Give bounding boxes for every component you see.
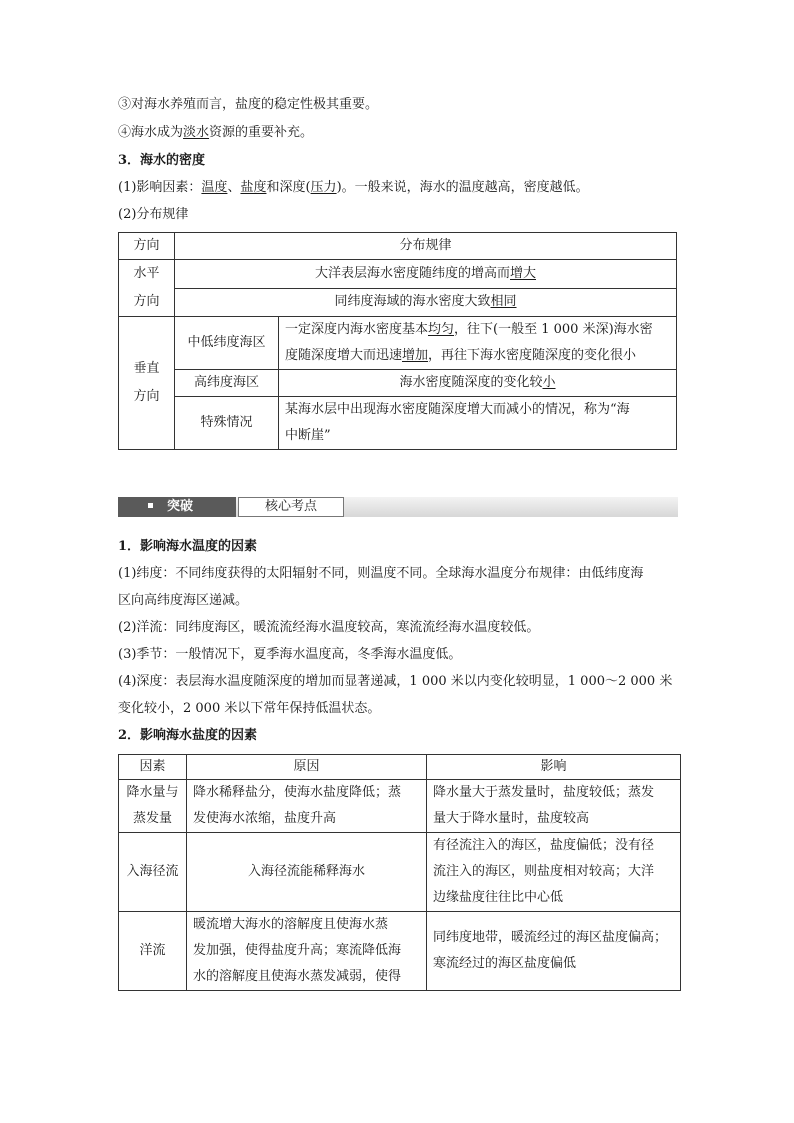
item-3: ③对海水养殖而言，盐度的稳定性极其重要。 bbox=[118, 97, 379, 112]
latitude-paragraph-1: (1)纬度：不同纬度获得的太阳辐射不同，则温度不同。全球海水温度分布规律：由低纬度海 bbox=[118, 566, 644, 581]
mid-low-text-2: ，往下(一般至 1 000 米深)海水密 bbox=[454, 322, 653, 337]
mid-low-text-1: 一定深度内海水密度基本 bbox=[285, 322, 429, 337]
effect-precip-1: 降水量大于蒸发量时，盐度较低；蒸发 bbox=[433, 785, 655, 800]
blank-uniform: 均匀 bbox=[428, 322, 455, 337]
horizontal-label-2: 方向 bbox=[133, 294, 160, 309]
horizontal-rule-1-text: 大洋表层海水密度随纬度的增高而 bbox=[314, 265, 510, 281]
high-latitude-rule bbox=[279, 370, 677, 397]
blank-pressure: 压力 bbox=[310, 180, 337, 195]
banner-dark-text: 突破 bbox=[167, 499, 194, 514]
effect-runoff-2: 流注入的海区，则盐度相对较高；大洋 bbox=[433, 864, 655, 879]
table-row bbox=[119, 912, 681, 991]
item-4-text-end: 资源的重要补充。 bbox=[209, 125, 314, 140]
factors-sep: 、 bbox=[227, 180, 241, 195]
table-row bbox=[119, 317, 677, 370]
horizontal-rule-2 bbox=[175, 288, 677, 317]
table-row bbox=[119, 260, 677, 289]
factors-rest: )。一般来说，海水的温度越高，密度越低。 bbox=[336, 180, 589, 195]
item-4 bbox=[118, 123, 313, 143]
banner-dark-label bbox=[118, 497, 236, 517]
effect-precip-evap bbox=[427, 780, 681, 833]
item-4-blank: 淡水 bbox=[183, 125, 210, 140]
blank-salinity: 盐度 bbox=[240, 180, 267, 195]
cause-current bbox=[187, 912, 427, 991]
header-cause: 原因 bbox=[187, 755, 427, 780]
effect-precip-2: 量大于降水量时，盐度较高 bbox=[433, 811, 590, 826]
mid-low-text-3: 度随深度增大而迅速 bbox=[285, 348, 403, 363]
special-case-label: 特殊情况 bbox=[175, 397, 279, 450]
depth-paragraph-2: 变化较小，2 000 米以下常年保持低温状态。 bbox=[118, 701, 381, 716]
effect-current-1: 同纬度地带，暖流经过的海区盐度偏高； bbox=[433, 930, 668, 945]
factor-precip-2: 蒸发量 bbox=[132, 811, 172, 826]
header-rule: 分布规律 bbox=[175, 233, 677, 260]
table-row bbox=[119, 755, 681, 780]
high-latitude-label: 高纬度海区 bbox=[175, 370, 279, 397]
effect-current-2: 寒流经过的海区盐度偏低 bbox=[433, 956, 577, 971]
depth-paragraph-1: (4)深度：表层海水温度随深度的增加而显著递减，1 000 米以内变化较明显，1 000～2 000 米 bbox=[118, 674, 673, 689]
table-row bbox=[119, 397, 677, 450]
factor-current: 洋流 bbox=[119, 912, 187, 991]
vertical-label bbox=[119, 317, 175, 450]
blank-small: 小 bbox=[542, 375, 556, 390]
heading-density: 3．海水的密度 bbox=[118, 153, 206, 168]
cause-current-3: 水的溶解度且使海水蒸发减弱，使得 bbox=[193, 969, 402, 984]
header-effect: 影响 bbox=[427, 755, 681, 780]
special-case-text-1: 某海水层中出现海水密度随深度增大而减小的情况，称为“海 bbox=[285, 402, 630, 417]
factor-precip-evap bbox=[119, 780, 187, 833]
blank-temperature: 温度 bbox=[201, 180, 228, 195]
cause-precip-2: 发使海水浓缩，盐度升高 bbox=[193, 811, 337, 826]
horizontal-label bbox=[119, 260, 175, 317]
heading-salinity-factors: 2．影响海水盐度的因素 bbox=[118, 728, 258, 743]
current-paragraph: (2)洋流：同纬度海区，暖流流经海水温度较高，寒流流经海水温度较低。 bbox=[118, 620, 540, 635]
section-banner bbox=[118, 494, 678, 520]
high-latitude-text: 海水密度随深度的变化较 bbox=[399, 375, 543, 390]
cause-precip-evap bbox=[187, 780, 427, 833]
special-case-text-2: 中断崖” bbox=[285, 428, 331, 443]
factor-precip-1: 降水量与 bbox=[126, 785, 179, 800]
special-case-rule bbox=[279, 397, 677, 450]
effect-runoff-3: 边缘盐度往往比中心低 bbox=[433, 890, 564, 905]
table-row bbox=[119, 370, 677, 397]
factors-label: (1)影响因素： bbox=[118, 180, 202, 195]
blank-same: 相同 bbox=[490, 294, 517, 310]
horizontal-label-1: 水平 bbox=[133, 266, 160, 281]
distribution-heading: (2)分布规律 bbox=[118, 207, 189, 222]
header-factor: 因素 bbox=[119, 755, 187, 780]
factor-runoff: 入海径流 bbox=[119, 833, 187, 912]
square-bullet-icon bbox=[148, 503, 153, 508]
density-factors bbox=[118, 178, 589, 198]
mid-low-latitude-rule bbox=[279, 317, 677, 370]
cause-current-1: 暖流增大海水的溶解度且使海水蒸 bbox=[193, 917, 389, 932]
latitude-paragraph-2: 区向高纬度海区递减。 bbox=[118, 593, 249, 608]
blank-increase-rapid: 增加 bbox=[402, 348, 429, 363]
item-4-text: ④海水成为 bbox=[118, 125, 184, 140]
heading-temperature-factors: 1．影响海水温度的因素 bbox=[118, 539, 258, 554]
effect-runoff-1: 有径流注入的海区，盐度偏低；没有径 bbox=[433, 838, 655, 853]
density-table bbox=[118, 232, 677, 450]
horizontal-rule-1 bbox=[175, 260, 677, 289]
header-direction: 方向 bbox=[119, 233, 175, 260]
table-row bbox=[119, 233, 677, 260]
banner-tab: 核心考点 bbox=[238, 497, 344, 517]
table-row bbox=[119, 833, 681, 912]
season-paragraph: (3)季节：一般情况下，夏季海水温度高，冬季海水温度低。 bbox=[118, 647, 462, 662]
vertical-label-2: 方向 bbox=[133, 389, 160, 404]
cause-precip-1: 降水稀释盐分，使海水盐度降低；蒸 bbox=[193, 785, 402, 800]
horizontal-rule-2-text: 同纬度海域的海水密度大致 bbox=[334, 294, 491, 310]
mid-low-text-4: ，再往下海水密度随深度的变化很小 bbox=[428, 348, 637, 363]
effect-runoff bbox=[427, 833, 681, 912]
table-row bbox=[119, 288, 677, 317]
factors-depth: 和深度( bbox=[266, 180, 311, 195]
cause-runoff: 入海径流能稀释海水 bbox=[187, 833, 427, 912]
effect-current bbox=[427, 912, 681, 991]
salinity-table bbox=[118, 754, 681, 991]
cause-current-2: 发加强，使得盐度升高；寒流降低海 bbox=[193, 943, 402, 958]
mid-low-latitude-label: 中低纬度海区 bbox=[175, 317, 279, 370]
vertical-label-1: 垂直 bbox=[133, 361, 160, 376]
blank-increase: 增大 bbox=[510, 265, 537, 281]
table-row bbox=[119, 780, 681, 833]
